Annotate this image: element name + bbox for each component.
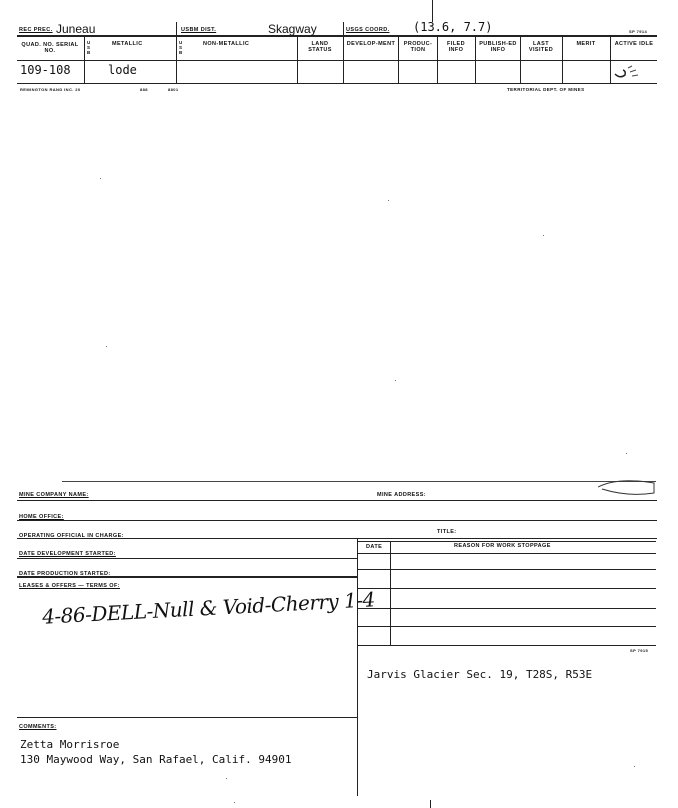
mine-company-name-label: MINE COMPANY NAME:: [19, 492, 89, 498]
comments-line-2: 130 Maywood Way, San Rafael, Calif. 94901: [20, 753, 292, 766]
col-published-info: PUBLISH-ED INFO: [479, 41, 517, 53]
punch-mark: [430, 800, 431, 808]
col-non-metallic: NON-METALLIC: [203, 41, 250, 47]
speck: [100, 178, 101, 179]
rule: [358, 541, 656, 542]
lower-top-rule: [62, 481, 656, 482]
row-metallic: lode: [108, 63, 137, 77]
col-active-idle: ACTIVE IDLE: [614, 41, 654, 47]
leases-offers-label: LEASES & OFFERS — TERMS OF:: [19, 583, 120, 589]
divider: [562, 36, 563, 83]
punch-mark: [432, 0, 433, 22]
divider: [475, 36, 476, 83]
divider: [437, 36, 438, 83]
col-land-status: LAND STATUS: [308, 41, 332, 53]
col-quad-serial: [20, 42, 80, 54]
speck: [626, 453, 627, 454]
col-production: PRODUC-TION: [403, 41, 433, 53]
form-number-2: SP 7915: [630, 648, 649, 653]
usbm-dist-label: USBM DIST.: [181, 27, 217, 33]
rec-prec-label: REC PREC.: [19, 27, 53, 33]
col-usb-b: U S B: [179, 40, 183, 55]
rule: [358, 553, 656, 554]
rule: [358, 569, 656, 570]
location-text: Jarvis Glacier Sec. 19, T28S, R53E: [367, 668, 593, 681]
rule: [17, 500, 657, 501]
col-merit: MERIT: [576, 41, 596, 47]
rule: [358, 626, 656, 627]
printer-code-a: 888: [140, 87, 148, 92]
rec-prec-value: Juneau: [56, 22, 96, 36]
speck: [634, 766, 635, 767]
row-bottom-rule: [17, 83, 657, 84]
speck: [543, 235, 544, 236]
divider: [297, 36, 298, 83]
rule: [17, 520, 657, 521]
speck: [226, 778, 227, 779]
mine-address-label: MINE ADDRESS:: [377, 492, 426, 498]
rule: [358, 588, 656, 589]
col-development: DEVELOP-MENT: [346, 41, 396, 47]
divider: [343, 22, 344, 84]
divider: [390, 541, 391, 645]
col-last-visited: LAST VISITED: [528, 41, 554, 53]
speck: [106, 346, 107, 347]
comments-line-1: Zetta Morrisroe: [20, 738, 120, 751]
col-filed-info: FILED INFO: [447, 41, 465, 53]
row-quad-serial: 109-108: [20, 63, 71, 77]
rule: [17, 717, 357, 718]
rule: [358, 645, 656, 646]
speck: [395, 380, 396, 381]
operating-official-label: OPERATING OFFICIAL IN CHARGE:: [19, 533, 124, 539]
comments-label: COMMENTS:: [19, 724, 57, 730]
divider: [610, 36, 611, 83]
divider: [176, 22, 177, 84]
divider: [398, 36, 399, 83]
rule: [358, 608, 656, 609]
divider: [357, 538, 358, 796]
col-usb-a: U S B: [87, 40, 91, 55]
department-imprint: TERRITORIAL DEPT. OF MINES: [507, 87, 585, 92]
title-label: TITLE:: [437, 529, 457, 535]
divider: [84, 36, 85, 83]
speck: [388, 200, 389, 201]
torn-edge-curve: [598, 475, 658, 499]
form-number: SP 7914: [629, 29, 648, 34]
col-quad-no: QUAD. NO.: [21, 42, 55, 48]
date-column-header: DATE: [366, 544, 383, 550]
date-development-label: DATE DEVELOPMENT STARTED:: [19, 551, 116, 557]
date-production-label: DATE PRODUCTION STARTED:: [19, 571, 111, 577]
printer-imprint: REMINGTON RAND INC. 20: [20, 87, 81, 92]
speck: [234, 802, 235, 803]
col-metallic: METALLIC: [112, 41, 143, 47]
usbm-dist-value: Skagway: [268, 22, 317, 36]
rule: [17, 576, 357, 578]
printer-code-b: 8801: [168, 87, 179, 92]
handwritten-note: 4-86-DELL-Null & Void-Cherry 1-4: [41, 587, 376, 629]
usgs-coord-value: (13.6, 7.7): [413, 20, 493, 34]
home-office-label: HOME OFFICE:: [19, 514, 64, 520]
rule: [17, 558, 357, 559]
column-header-rule: [17, 60, 657, 61]
rule: [17, 538, 657, 539]
checkmark-scribble-icon: [612, 62, 642, 84]
divider: [520, 36, 521, 83]
header-rule: [17, 35, 657, 37]
usgs-coord-label: USGS COORD.: [346, 27, 390, 33]
reason-column-header: REASON FOR WORK STOPPAGE: [454, 543, 551, 549]
col-serial-no: SERIAL NO.: [44, 42, 79, 54]
